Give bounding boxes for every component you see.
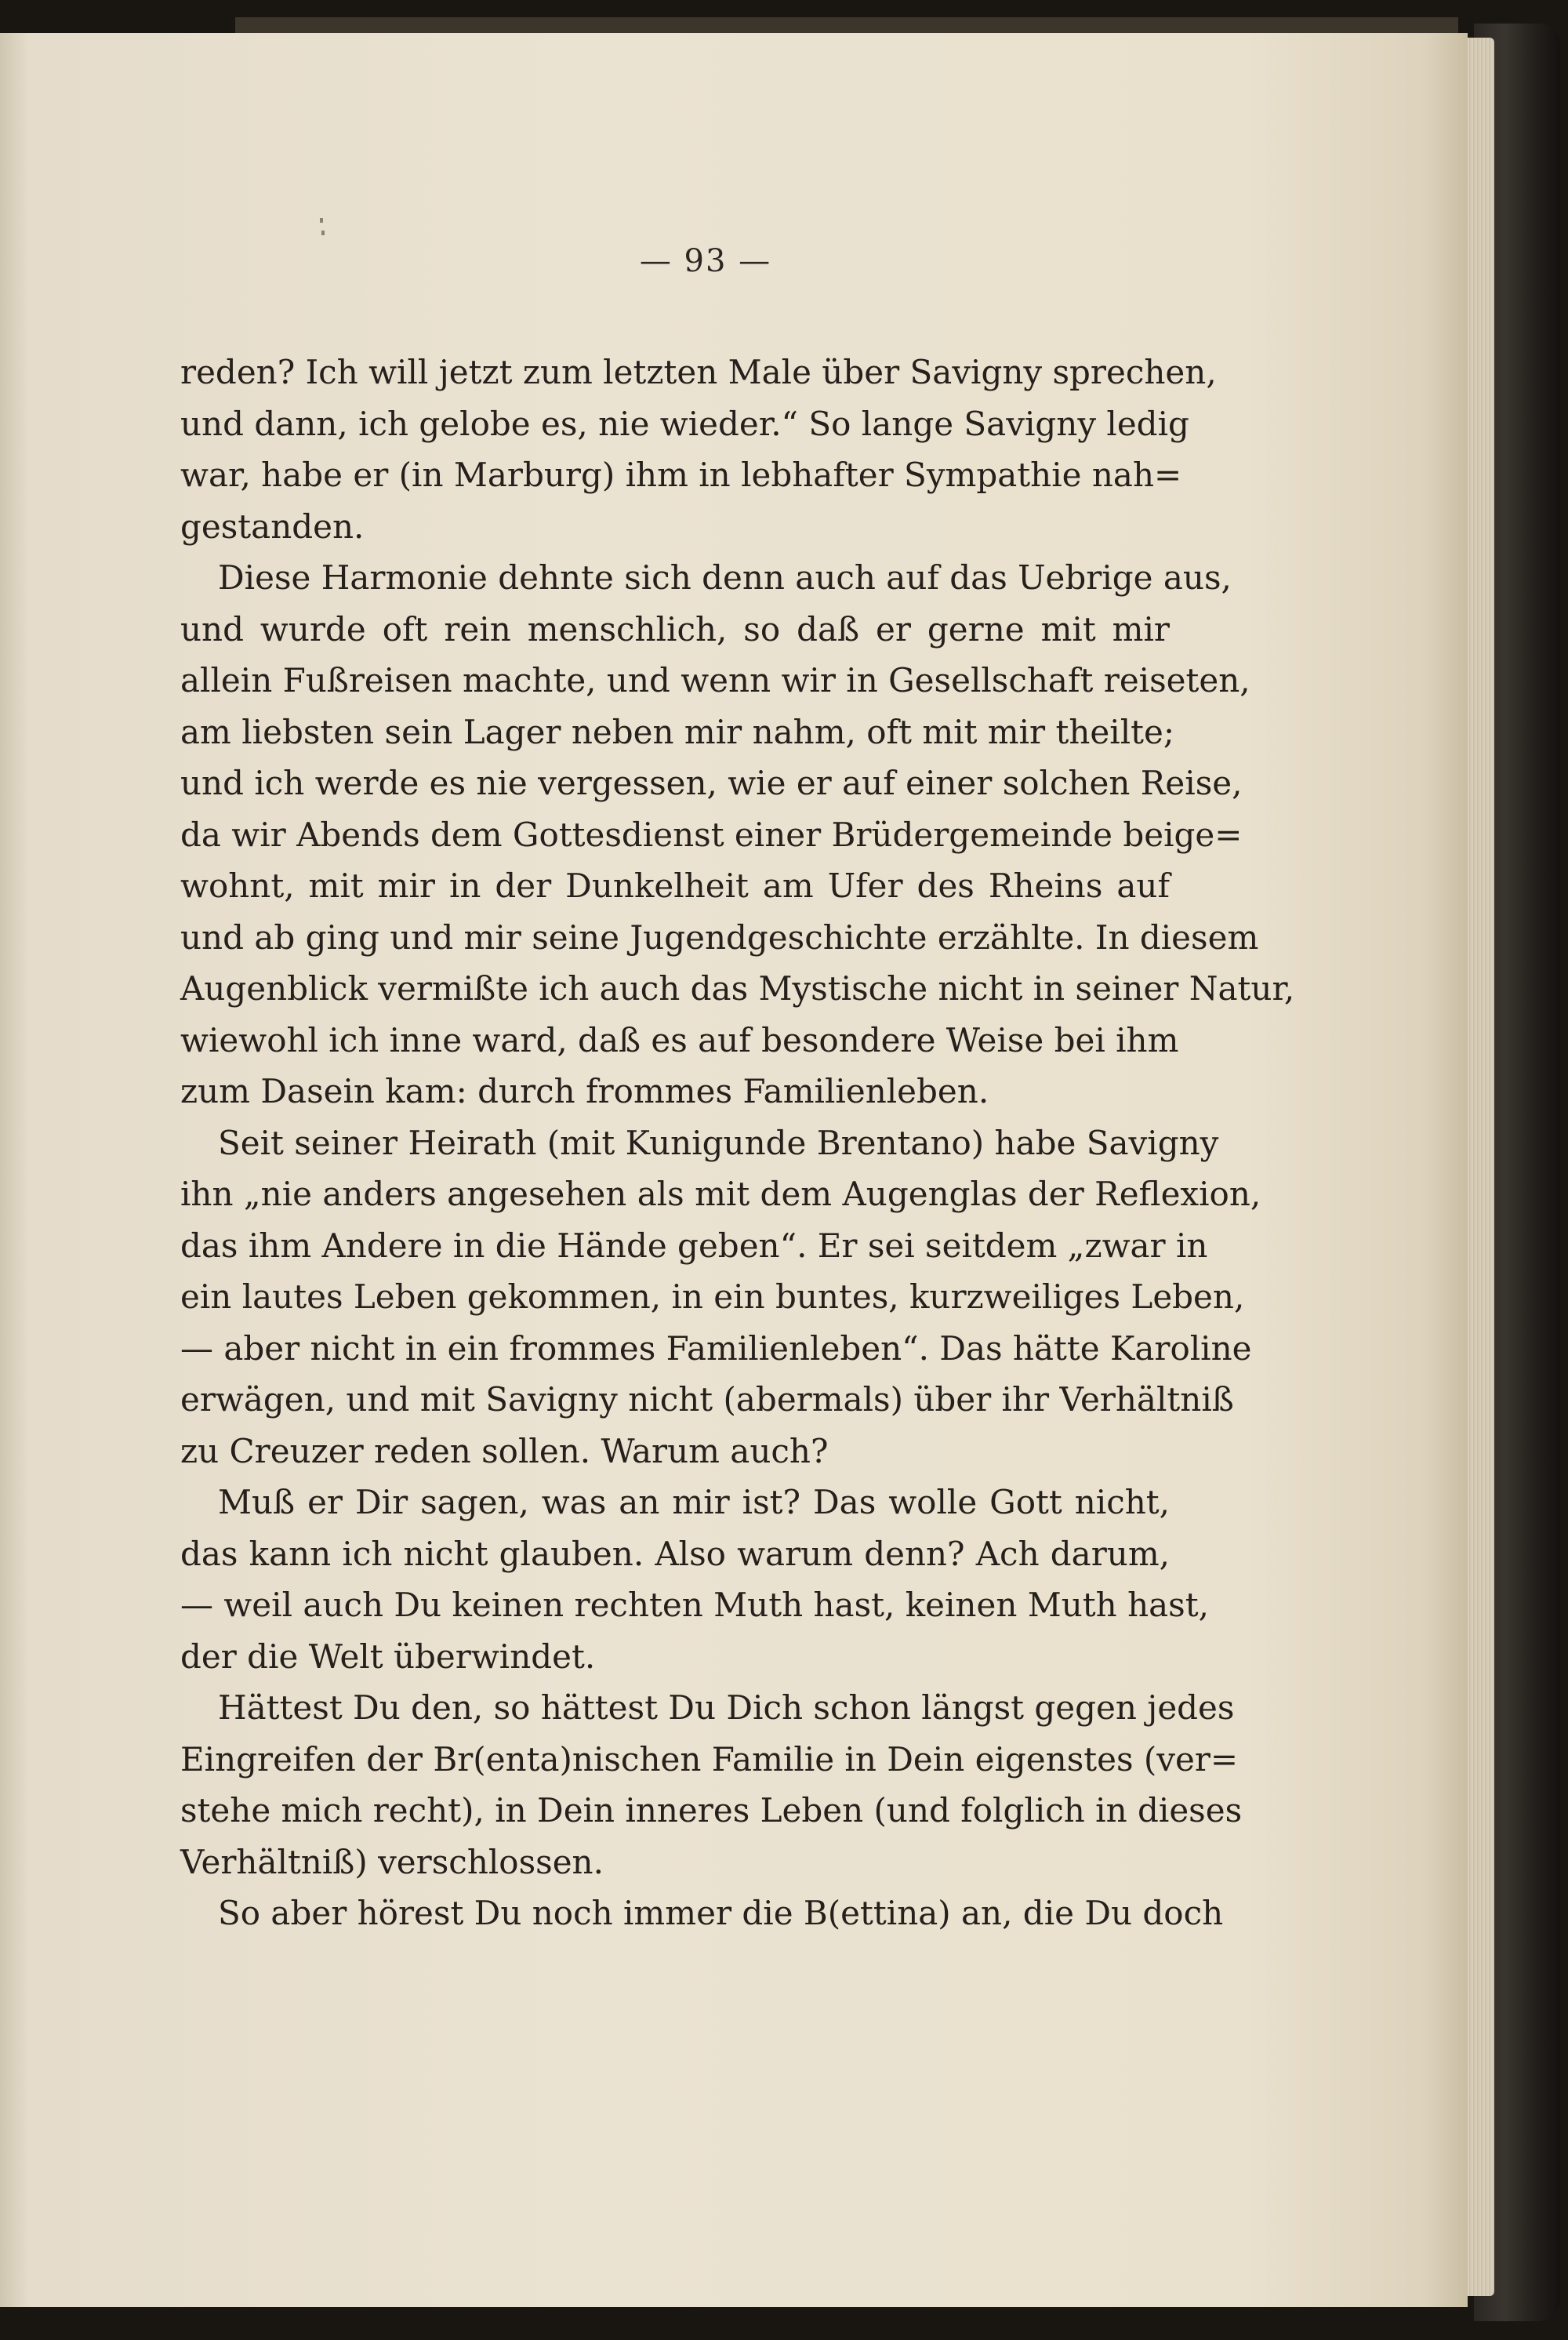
text-line: — weil auch Du keinen rechten Muth hast, keinen Muth hast, <box>180 1586 1209 1624</box>
text-line: ein lautes Leben gekommen, in ein buntes, kurzweiliges Leben, <box>180 1277 1245 1316</box>
book-page <box>0 33 1468 2307</box>
text-line: zu Creuzer reden sollen. Warum auch? <box>180 1431 829 1470</box>
text-line: wiewohl ich inne ward, daß es auf besondere Weise bei ihm <box>180 1020 1179 1059</box>
text-line: Verhältniß) verschlossen. <box>180 1842 604 1881</box>
text-line: am liebsten sein Lager neben mir nahm, oft mit mir theilte; <box>180 712 1175 751</box>
text-line: Muß er Dir sagen, was an mir ist? Das wolle Gott nicht, <box>218 1483 1170 1521</box>
text-line: wohnt, mit mir in der Dunkelheit am Ufer des Rheins auf <box>180 867 1170 905</box>
text-line: und ich werde es nie vergessen, wie er auf einer solchen Reise, <box>180 764 1243 802</box>
text-line: zum Dasein kam: durch frommes Familienleben. <box>180 1072 989 1110</box>
text-line: das ihm Andere in die Hände geben“. Er sei seitdem „zwar in <box>180 1226 1208 1265</box>
text-line: war, habe er (in Marburg) ihm in lebhafter Sympathie nah= <box>180 456 1182 494</box>
text-line: da wir Abends dem Gottesdienst einer Brüdergemeinde beige= <box>180 815 1243 854</box>
text-line: Diese Harmonie dehnte sich denn auch auf das Uebrige aus, <box>218 558 1232 597</box>
text-line: der die Welt überwindet. <box>180 1637 596 1676</box>
text-line: Eingreifen der Br(enta)nischen Familie in Dein eigenstes (ver= <box>180 1739 1239 1779</box>
speck-mark <box>321 231 325 235</box>
text-line: Hättest Du den, so hättest Du Dich schon längst gegen jedes <box>218 1688 1235 1727</box>
text-line: und ab ging und mir seine Jugendgeschichte erzählte. In diesem <box>180 917 1259 957</box>
text-line: Augenblick vermißte ich auch das Mystische nicht in seiner Natur, <box>180 969 1295 1008</box>
text-line: das kann ich nicht glauben. Also warum denn? Ach darum, <box>180 1534 1170 1573</box>
text-block <box>180 347 1295 1939</box>
page-number: — 93 — <box>639 243 772 279</box>
text-line: — aber nicht in ein frommes Familienleben“. Das hätte Karoline <box>180 1328 1252 1368</box>
text-line: Seit seiner Heirath (mit Kunigunde Brentano) habe Savigny <box>218 1123 1219 1162</box>
text-line: stehe mich recht), in Dein inneres Leben (und folglich in dieses <box>180 1791 1243 1829</box>
text-line: So aber hörest Du noch immer die B(ettina) an, die Du doch <box>218 1894 1224 1932</box>
text-line: gestanden. <box>180 507 365 546</box>
text-line: allein Fußreisen machte, und wenn wir in Gesellschaft reiseten, <box>180 661 1250 699</box>
text-line: reden? Ich will jetzt zum letzten Male über Savigny sprechen, <box>180 353 1217 391</box>
text-line: und dann, ich gelobe es, nie wieder.“ So lange Savigny ledig <box>180 404 1189 443</box>
speck-mark <box>320 218 323 223</box>
top-edge-shadow <box>235 17 1458 33</box>
text-line: erwägen, und mit Savigny nicht (abermals) über ihr Verhältniß <box>180 1380 1234 1419</box>
text-line: und wurde oft rein menschlich, so daß er gerne mit mir <box>180 609 1170 649</box>
text-line: ihn „nie anders angesehen als mit dem Augenglas der Reflexion, <box>180 1175 1261 1213</box>
